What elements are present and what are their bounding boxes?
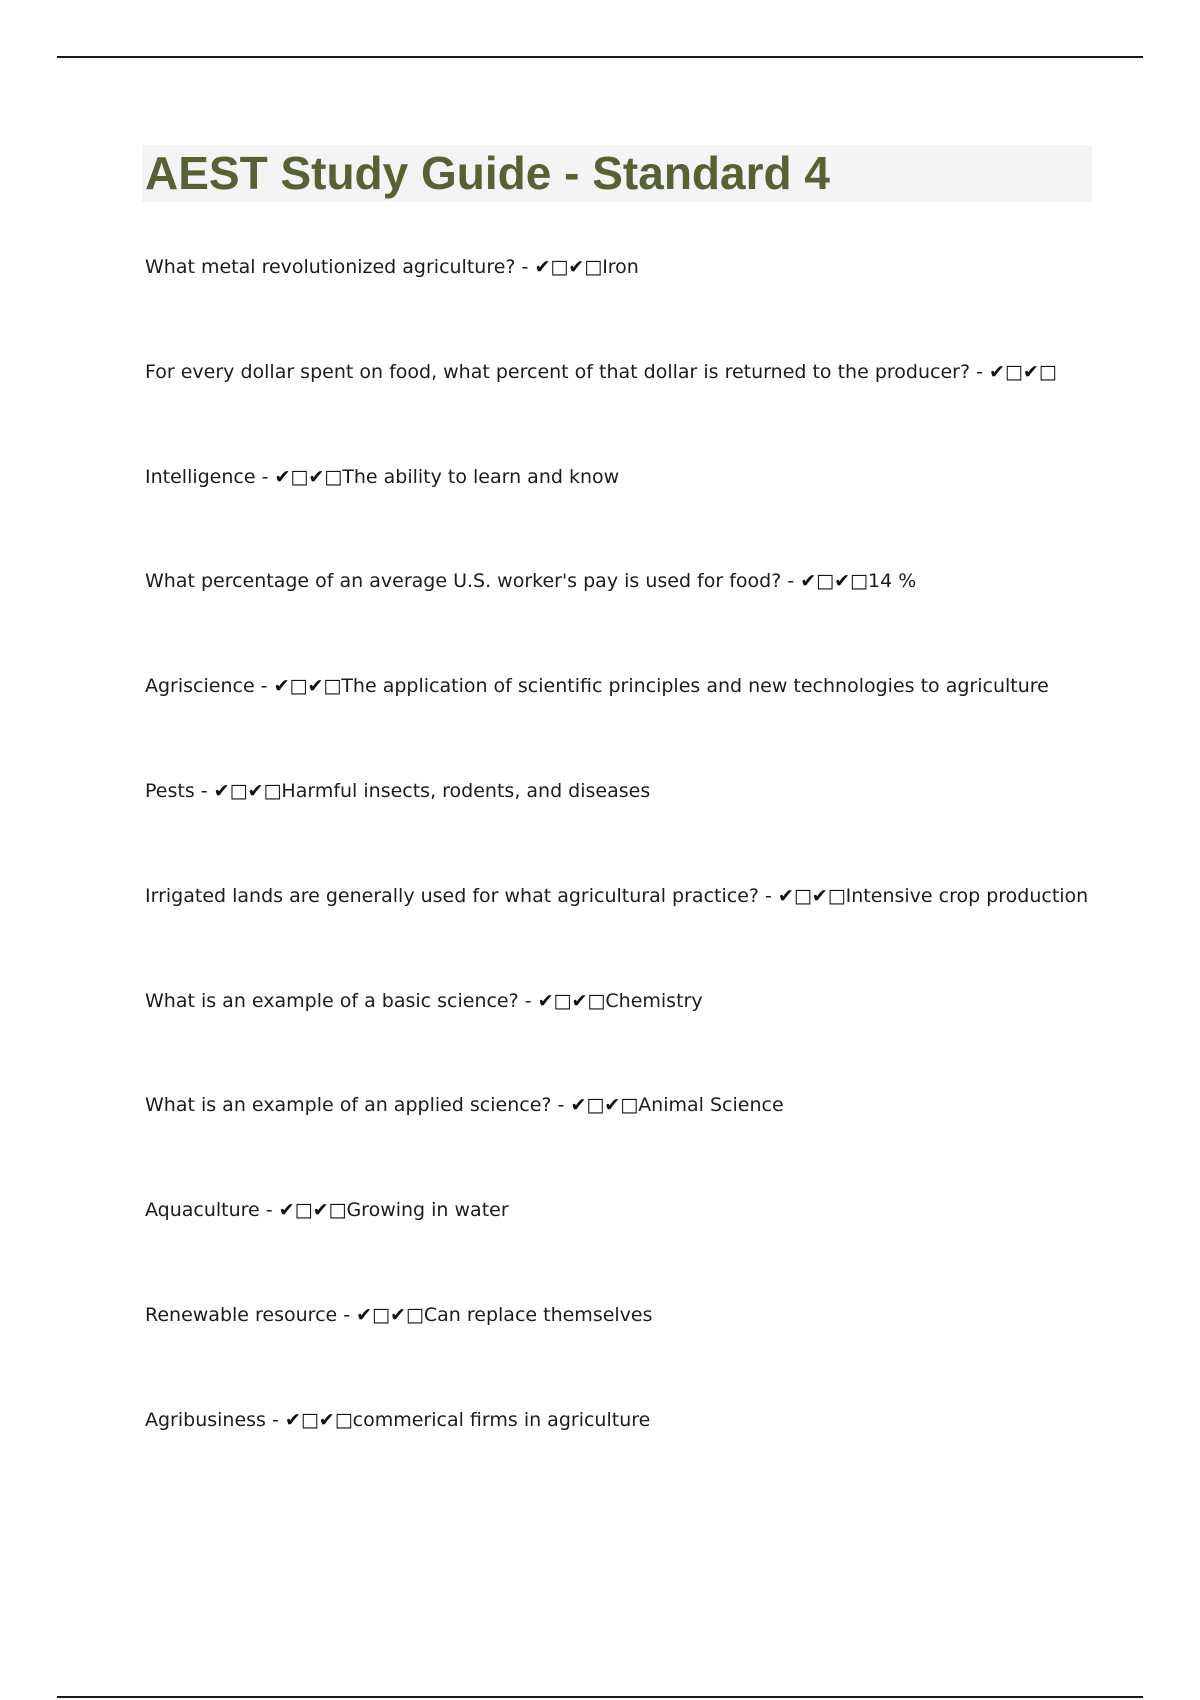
question-text: Renewable resource [145,1303,338,1326]
question-text: For every dollar spent on food, what percent of that dollar is returned to the producer? [145,360,971,383]
check-marker-icon: ✔□✔□ [356,1303,424,1326]
question-text: What is an example of a basic science? [145,989,519,1012]
answer-text: Chemistry [605,989,703,1012]
answer-text: Can replace themselves [423,1303,653,1326]
qa-item [145,1193,1135,1298]
separator: - [255,465,275,488]
page-top-rule [57,56,1143,58]
check-marker-icon: ✔□✔□ [570,1094,639,1117]
separator: - [518,989,538,1012]
answer-text: commerical firms in agriculture [352,1408,651,1431]
question-text: Aquaculture [145,1199,260,1222]
question-text: What is an example of an applied science? [145,1094,552,1117]
separator: - [551,1094,571,1117]
answer-text: Intensive crop production [845,884,1089,907]
check-marker-icon: ✔□✔□ [534,256,603,278]
page-title: AEST Study Guide - Standard 4 [145,147,830,199]
answer-text: Growing in water [346,1199,509,1222]
qa-list [145,250,1135,1508]
answer-text: Iron [602,256,639,278]
qa-item [145,879,1135,984]
qa-item [145,1298,1135,1403]
separator: - [337,1303,357,1326]
check-marker-icon: ✔□✔□ [273,675,342,698]
qa-item [145,984,1135,1089]
separator: - [758,884,778,907]
separator: - [194,779,214,802]
answer-text: 14 % [867,570,917,593]
qa-item [145,564,1135,669]
answer-text: Animal Science [638,1094,784,1117]
question-text: Pests [145,779,195,802]
page-bottom-rule [57,1696,1143,1698]
answer-text: Harmful insects, rodents, and diseases [281,779,651,802]
qa-item [145,669,1135,774]
qa-item [145,774,1135,879]
check-marker-icon: ✔□✔□ [278,1199,347,1222]
check-marker-icon: ✔□✔□ [284,1408,353,1431]
question-text: Agribusiness [145,1408,266,1431]
answer-text: The application of scientific principles and new technologies to agriculture [341,675,1049,698]
check-marker-icon: ✔□✔□ [213,779,282,802]
qa-item [145,355,1135,460]
qa-item [145,250,1135,355]
question-text: What percentage of an average U.S. worker's pay is used for food? [145,570,782,593]
question-text: Irrigated lands are generally used for what agricultural practice? [145,884,759,907]
separator: - [970,360,989,383]
separator: - [515,256,535,278]
check-marker-icon: ✔□✔□ [537,989,606,1012]
qa-item [145,1088,1135,1193]
question-text: Intelligence [145,465,256,488]
separator: - [259,1199,279,1222]
check-marker-icon: ✔□✔□ [274,465,343,488]
check-marker-icon: ✔□✔□ [777,884,846,907]
qa-item [145,460,1135,565]
separator: - [781,570,801,593]
check-marker-icon: ✔□✔□ [800,570,868,593]
separator: - [265,1408,285,1431]
qa-item [145,1403,1135,1508]
separator: - [254,675,274,698]
check-marker-icon: ✔□✔□ [988,360,1057,383]
question-text: What metal revolutionized agriculture? [145,256,516,278]
question-text: Agriscience [145,675,255,698]
answer-text: The ability to learn and know [342,465,620,488]
